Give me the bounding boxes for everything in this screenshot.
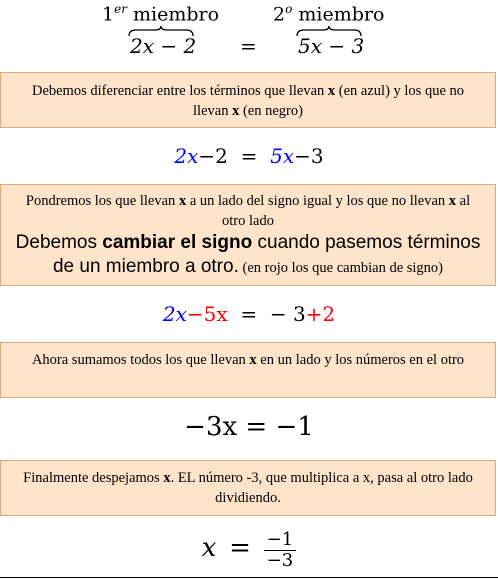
step-3-box: Ahora sumamos todos los que llevan x en un lado y los números en el otro <box>0 342 496 398</box>
equation-2: 2x−5x = − 3+2 <box>162 302 336 326</box>
step-2-box: Pondremos los que llevan x a un lado del signo igual y los que no llevan x al otro lado Debemos cambiar el signo cuando pasemos términos de un miembro a otro. (en rojo los que cambian de signo) <box>0 184 496 286</box>
member-1-expression: 2x − 2 <box>130 34 197 58</box>
step-1-box: Debemos diferenciar entre los términos que llevan x (en azul) y los que no llevan x (en negro) <box>0 72 496 128</box>
member-2-expression: 5x − 3 <box>298 34 365 58</box>
bottom-rule <box>0 577 498 578</box>
step-4-box: Finalmente despejamos x. EL número -3, que multiplica a x, pasa al otro lado dividiendo. <box>0 460 496 516</box>
member-2-label: 2$^o$ miembro <box>273 2 385 26</box>
equation-1: 2x−2 = 5x−3 <box>174 144 324 168</box>
result-fraction: $\frac{-1}{-3}$ <box>264 530 297 571</box>
header-equals-sign: = <box>240 34 257 58</box>
member-1-label: 1er miembro <box>102 2 220 26</box>
equation-4: x = $\frac{-1}{-3}$ <box>0 530 498 571</box>
equation-3: −3x = −1 <box>184 412 314 442</box>
equation-header <box>0 0 498 70</box>
